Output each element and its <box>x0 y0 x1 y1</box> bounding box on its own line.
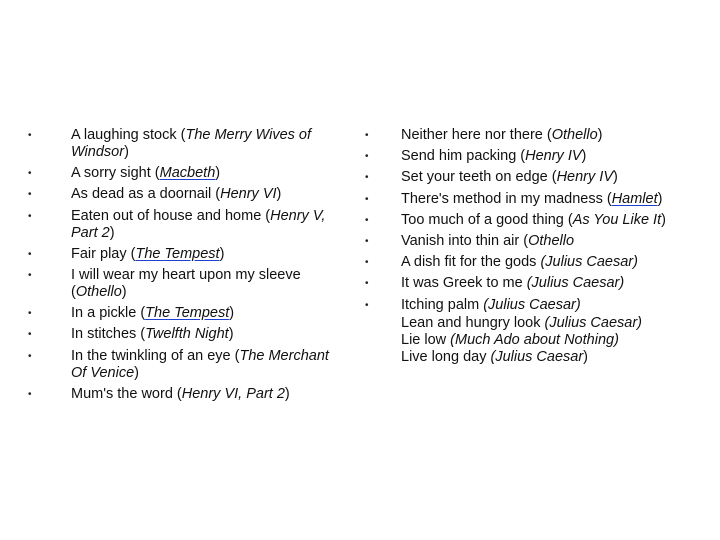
source-title: Henry V, Part 2 <box>71 207 326 241</box>
bullet-icon: • <box>365 130 369 141</box>
source-link[interactable]: Macbeth <box>159 165 216 182</box>
quote-phrase: It was Greek to me <box>401 275 527 292</box>
quote-phrase: There's method in my madness ( <box>401 190 612 207</box>
quote-item <box>28 186 348 203</box>
quote-item <box>28 348 348 382</box>
source-title: Othello <box>75 283 122 300</box>
closing-paren: ) <box>124 144 129 160</box>
quote-phrase: I will wear my heart upon my sleeve ( <box>71 266 301 300</box>
quote-item <box>365 148 695 165</box>
quote-item <box>28 305 348 322</box>
bullet-icon: • <box>365 151 369 163</box>
bullet-icon: • <box>365 214 369 226</box>
source-link[interactable]: Hamlet <box>611 190 658 207</box>
quote-item <box>28 386 348 403</box>
closing-paren: ) <box>276 186 282 203</box>
closing-paren: ) <box>134 364 139 381</box>
quote-item <box>365 315 695 332</box>
source-title: Henry VI, Part 2 <box>181 385 285 402</box>
bullet-icon: • <box>28 269 32 281</box>
quote-item <box>365 127 695 144</box>
closing-paren: ) <box>121 283 127 300</box>
continuation-block <box>365 315 695 366</box>
quote-phrase: A laughing stock ( <box>71 127 186 143</box>
quote-item <box>365 297 695 314</box>
quote-phrase: In stitches ( <box>71 326 146 343</box>
right-column <box>365 127 695 366</box>
bullet-icon: • <box>365 235 369 247</box>
quote-item <box>365 254 695 271</box>
quote-phrase: Lie low <box>401 331 451 348</box>
closing-paren: ) <box>661 211 666 228</box>
source-title: Henry VI <box>220 186 277 203</box>
quote-phrase: Eaten out of house and home ( <box>71 207 271 224</box>
quote-phrase: Too much of a good thing ( <box>401 211 573 228</box>
source-link[interactable]: The Tempest <box>145 305 230 322</box>
source-title: Twelfth Night <box>145 326 229 343</box>
quote-item <box>28 246 348 263</box>
quote-phrase: Itching palm <box>401 296 484 313</box>
quote-item <box>365 169 695 186</box>
source-title: Henry IV <box>525 148 582 165</box>
quote-item <box>365 332 695 349</box>
quote-item <box>28 127 348 161</box>
source-title: The Merry Wives of Windsor <box>71 127 312 160</box>
source-title: The Merchant Of Venice <box>71 347 329 381</box>
bullet-icon: • <box>28 329 32 341</box>
quote-phrase: In a pickle ( <box>71 305 146 322</box>
bullet-icon: • <box>365 299 369 311</box>
quote-phrase: A sorry sight ( <box>71 165 160 182</box>
bullet-icon: • <box>28 388 32 400</box>
quote-item <box>365 212 695 229</box>
bullet-icon: • <box>28 308 32 320</box>
quote-phrase: Send him packing ( <box>401 148 526 165</box>
closing-paren: ) <box>229 305 235 322</box>
closing-paren: ) <box>597 127 603 143</box>
quote-item <box>365 349 695 366</box>
closing-paren: ) <box>228 326 234 343</box>
bullet-icon: • <box>365 193 369 205</box>
bullet-icon: • <box>365 257 369 269</box>
source-title: (Julius Caesar) <box>483 296 581 313</box>
quote-phrase: A dish fit for the gods <box>401 254 541 271</box>
source-title: As You Like It <box>572 211 662 228</box>
closing-paren: ) <box>284 385 290 402</box>
quote-phrase: In the twinkling of an eye ( <box>71 347 240 364</box>
bullet-icon: • <box>28 248 32 260</box>
quote-phrase: Live long day <box>401 348 491 365</box>
bullet-icon: • <box>28 350 32 362</box>
bullet-icon: • <box>28 210 32 222</box>
bullet-icon: • <box>365 172 369 184</box>
closing-paren: ) <box>109 224 115 241</box>
source-title: (Julius Caesar) <box>544 314 642 331</box>
bullet-icon: • <box>28 168 32 180</box>
closing-paren: ) <box>657 190 663 207</box>
source-link[interactable]: The Tempest <box>135 245 220 262</box>
left-column <box>28 127 348 407</box>
quote-item <box>365 275 695 292</box>
quote-phrase: Vanish into thin air ( <box>401 232 529 249</box>
bullet-icon: • <box>28 189 32 201</box>
quote-phrase: Set your teeth on edge ( <box>401 169 557 186</box>
quote-phrase: Neither here nor there ( <box>401 127 552 143</box>
source-title: Othello <box>528 232 575 249</box>
closing-paren: ) <box>219 245 225 262</box>
quote-item <box>365 233 695 250</box>
source-title: (Julius Caesar <box>490 348 584 365</box>
quote-phrase: As dead as a doornail ( <box>71 186 221 203</box>
source-title: Henry IV <box>556 169 613 186</box>
closing-paren: ) <box>613 169 618 186</box>
quote-item <box>365 191 695 208</box>
quote-item <box>28 326 348 343</box>
source-title: (Julius Caesar) <box>526 275 625 292</box>
quote-item <box>28 267 348 301</box>
source-title: (Much Ado about Nothing) <box>450 331 619 348</box>
quote-phrase: Mum's the word ( <box>71 385 182 402</box>
source-title: (Julius Caesar) <box>540 254 638 271</box>
source-title: Othello <box>551 127 598 143</box>
quote-item <box>28 165 348 182</box>
closing-paren: ) <box>581 148 587 165</box>
quote-phrase: Fair play ( <box>71 245 136 262</box>
bullet-icon: • <box>365 278 369 290</box>
bullet-icon: • <box>28 130 32 141</box>
quote-item <box>28 208 348 242</box>
closing-paren: ) <box>583 348 588 365</box>
quote-phrase: Lean and hungry look <box>401 314 545 331</box>
closing-paren: ) <box>215 165 221 182</box>
